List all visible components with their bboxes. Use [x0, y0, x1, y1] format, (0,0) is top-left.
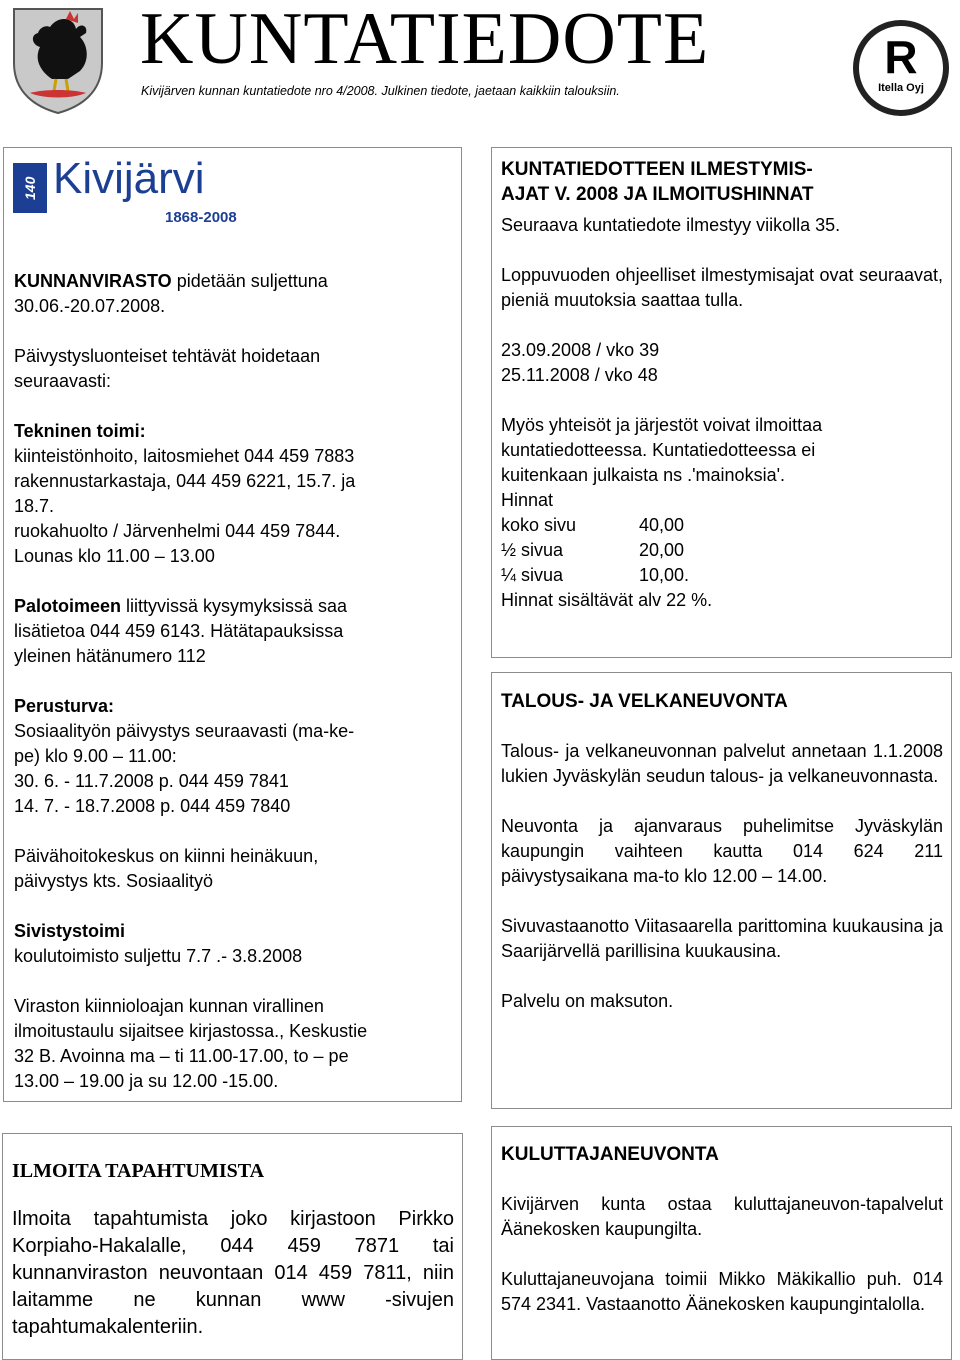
- duty-intro-2: seuraavasti:: [14, 371, 112, 391]
- price-value: 10,00.: [639, 565, 690, 585]
- price-label: ¼ sivua: [501, 565, 564, 585]
- jubilee-badge: 140: [13, 163, 47, 213]
- palotoimi-line: yleinen hätänumero 112: [14, 646, 206, 666]
- talousneuvonta-box: [491, 672, 952, 1109]
- ilmoita-title: ILMOITA TAPAHTUMISTA: [12, 1160, 265, 1182]
- sivistystoimi-line: koulutoimisto suljettu 7.7 .- 3.8.2008: [14, 946, 303, 966]
- kuluttajaneuvonta-box: [491, 1126, 952, 1360]
- kuluttajaneuvonta-title: KULUTTAJANEUVONTA: [501, 1144, 719, 1165]
- ads-line: kuitenkaan julkaista ns .'mainoksia'.: [501, 465, 786, 485]
- price-value: 40,00: [639, 515, 685, 535]
- newsletter-subtitle: Kivijärven kunnan kuntatiedote nro 4/2008. Julkinen tiedote, jaetaan kaikkiin talouksiin.: [141, 84, 620, 98]
- closure-line: [14, 269, 454, 294]
- paivahoito-line: päivystys kts. Sosiaalityö: [14, 871, 214, 891]
- newsletter-title: KUNTATIEDOTE: [140, 0, 710, 80]
- vat-note: Hinnat sisältävät alv 22 %.: [501, 590, 713, 610]
- kivijarvi-logo-text: Kivijärvi: [53, 154, 205, 203]
- palotoimi-heading: Palotoimeen: [14, 596, 122, 616]
- ilmoita-box: [2, 1133, 463, 1360]
- talousneuvonta-title: TALOUS- JA VELKANEUVONTA: [501, 691, 788, 712]
- issue-date: 23.09.2008 / vko 39: [501, 340, 660, 360]
- tekninen-line: 18.7.: [14, 496, 55, 516]
- itella-label: Itella Oyj: [878, 82, 924, 94]
- palotoimi-line: lisätietoa 044 459 6143. Hätätapauksissa: [14, 621, 344, 641]
- price-label: ½ sivua: [501, 540, 564, 560]
- itella-letter: R: [884, 31, 918, 83]
- kunnanvirasto-heading: KUNNANVIRASTO: [14, 271, 172, 291]
- itella-logo: [853, 20, 949, 116]
- perusturva-line: Sosiaalityön päivystys seuraavasti (ma-ke-: [14, 721, 355, 741]
- price-label: koko sivu: [501, 515, 577, 535]
- tekninen-line: kiinteistönhoito, laitosmiehet 044 459 7883: [14, 446, 355, 466]
- perusturva-line: 14. 7. - 18.7.2008 p. 044 459 7840: [14, 796, 291, 816]
- ilmestymisajat-title: AJAT V. 2008 JA ILMOITUSHINNAT: [501, 184, 814, 205]
- talousneuvonta-text: Neuvonta ja ajanvaraus puhelimitse Jyväskylän kaupungin vaihteen kautta 014 624 211 päivystysaikana ma-to klo 12.00 – 14.00.: [501, 816, 943, 886]
- issue-date: 25.11.2008 / vko 48: [501, 365, 658, 385]
- viraston-line: 13.00 – 19.00 ja su 12.00 -15.00.: [14, 1071, 279, 1091]
- ads-line: Myös yhteisöt ja järjestöt voivat ilmoittaa: [501, 415, 823, 435]
- sivistystoimi-heading: Sivistystoimi: [14, 921, 126, 941]
- ads-line: kuntatiedotteessa. Kuntatiedotteessa ei: [501, 440, 816, 460]
- price-row: [501, 513, 943, 538]
- kivijarvi-logo-years: 1868-2008: [165, 209, 237, 226]
- next-issue-text: Seuraava kuntatiedote ilmestyy viikolla 35.: [501, 215, 841, 235]
- tekninen-line: ruokahuolto / Järvenhelmi 044 459 7844.: [14, 521, 341, 541]
- ilmestymisajat-title: KUNTATIEDOTTEEN ILMESTYMIS-: [501, 159, 813, 180]
- talousneuvonta-text: Sivuvastaanotto Viitasaarella parittomina kuukausina ja Saarijärvellä parillisina kuukausina.: [501, 916, 943, 961]
- price-list: [501, 513, 943, 588]
- kivijarvi-logo: [13, 154, 253, 229]
- closure-dates: 30.06.-20.07.2008.: [14, 296, 166, 316]
- tekninen-line: Lounas klo 11.00 – 13.00: [14, 546, 215, 566]
- palotoimi-text: liittyvissä kysymyksissä saa: [121, 596, 348, 616]
- duty-intro-1: Päivystysluonteiset tehtävät hoidetaan: [14, 346, 321, 366]
- perusturva-line: pe) klo 9.00 – 11.00:: [14, 746, 177, 766]
- viraston-line: 32 B. Avoinna ma – ti 11.00-17.00, to – pe: [14, 1046, 349, 1066]
- kuluttajaneuvonta-text: Kuluttajaneuvojana toimii Mikko Mäkikallio puh. 014 574 2341. Vastaanotto Äänekosken kaupungintalolla.: [501, 1269, 943, 1314]
- schedule-text: Loppuvuoden ohjeelliset ilmestymisajat ovat seuraavat, pieniä muutoksia saattaa tulla.: [501, 265, 943, 310]
- closure-text: pidetään suljettuna: [171, 271, 328, 291]
- viraston-line: ilmoitustaulu sijaitsee kirjastossa., Keskustie: [14, 1021, 368, 1041]
- paivahoito-line: Päivähoitokeskus on kiinni heinäkuun,: [14, 846, 319, 866]
- talousneuvonta-text: Palvelu on maksuton.: [501, 991, 674, 1011]
- kuluttajaneuvonta-text: Kivijärven kunta ostaa kuluttajaneuvon-tapalvelut Äänekosken kaupungilta.: [501, 1194, 943, 1239]
- prices-heading: Hinnat: [501, 490, 554, 510]
- talousneuvonta-text: Talous- ja velkaneuvonnan palvelut annetaan 1.1.2008 lukien Jyväskylän seudun talous- ja velkaneuvonnasta.: [501, 741, 943, 786]
- viraston-line: Viraston kiinnioloajan kunnan virallinen: [14, 996, 324, 1016]
- perusturva-heading: Perusturva:: [14, 696, 115, 716]
- coat-of-arms: [10, 5, 106, 115]
- perusturva-line: 30. 6. - 11.7.2008 p. 044 459 7841: [14, 771, 289, 791]
- ilmoita-text: Ilmoita tapahtumista joko kirjastoon Pirkko Korpiaho-Hakalalle, 044 459 7871 tai kunnanviraston neuvontaan 014 459 7811, niin laitamme ne kunnan www -sivujen tapahtumakalenteriin.: [12, 1208, 454, 1338]
- tekninen-heading: Tekninen toimi:: [14, 421, 146, 441]
- kunnanvirasto-box: [3, 147, 462, 1102]
- ilmestymisajat-box: [491, 147, 952, 658]
- price-value: 20,00: [639, 540, 685, 560]
- price-row: [501, 538, 943, 563]
- tekninen-line: rakennustarkastaja, 044 459 6221, 15.7. ja: [14, 471, 356, 491]
- price-row: [501, 563, 943, 588]
- palotoimi-line: [14, 594, 454, 619]
